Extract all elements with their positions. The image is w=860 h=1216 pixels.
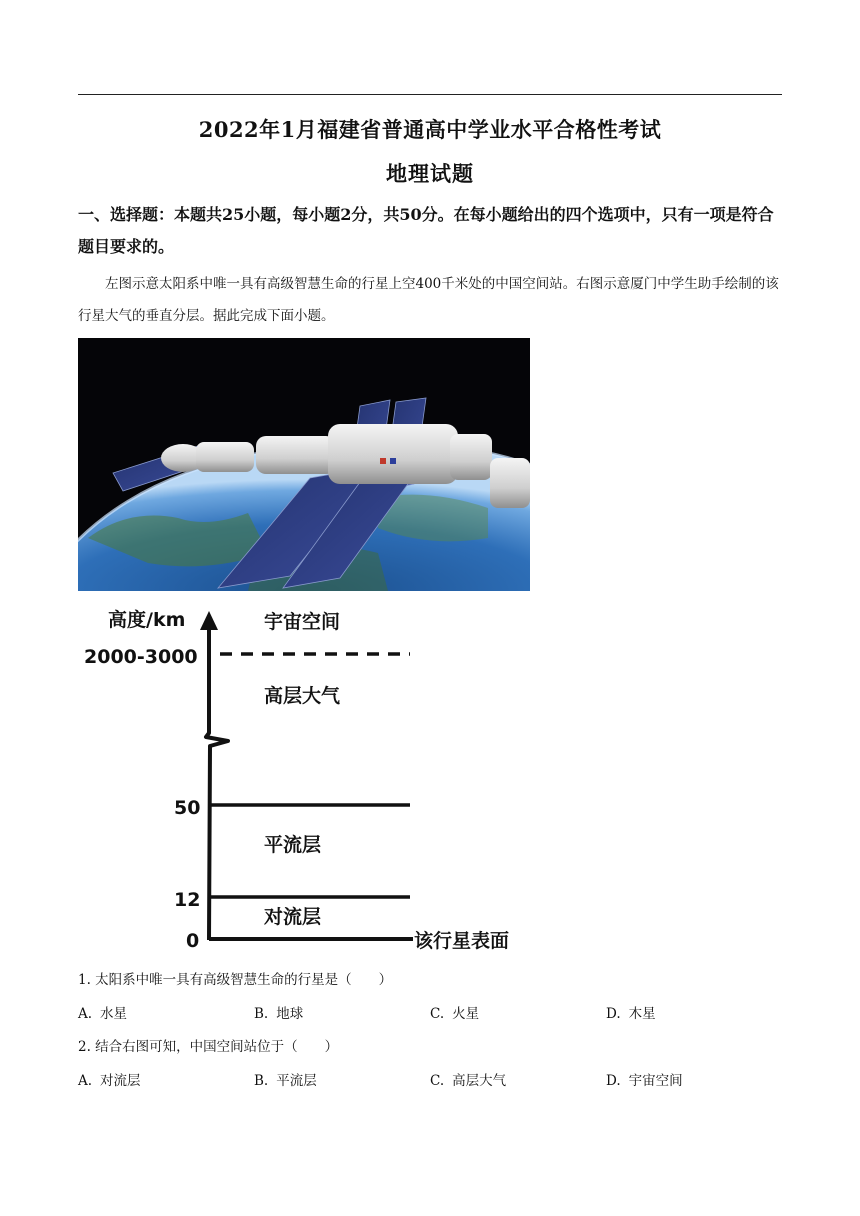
layer-label: 对流层 [264, 906, 322, 928]
page-title: 2022年1月福建省普通高中学业水平合格性考试 [198, 117, 662, 142]
option-text: 宇宙空间 [628, 1073, 683, 1089]
page-subtitle: 地理试题 [386, 161, 474, 186]
tick-label: 50 [174, 797, 201, 819]
surface-label: 该行星表面 [414, 930, 510, 952]
question-1-option-d[interactable] [606, 1002, 656, 1022]
option-text: 地球 [276, 1006, 304, 1022]
question-2-option-b[interactable] [254, 1069, 317, 1089]
question-1-option-c[interactable] [430, 1002, 479, 1022]
option-key: C. [430, 1006, 445, 1022]
option-text: 木星 [628, 1006, 656, 1022]
option-text: 平流层 [276, 1073, 317, 1089]
axis-title: 高度/km [108, 609, 186, 631]
question-1-option-a[interactable] [78, 1002, 127, 1022]
question-2-stem: 2. 结合右图可知，中国空间站位于（ ） [78, 1039, 339, 1055]
option-text: 火星 [452, 1006, 480, 1022]
question-1-stem: 1. 太阳系中唯一具有高级智慧生命的行星是（ ） [78, 972, 393, 988]
question-2-option-a[interactable] [78, 1069, 141, 1089]
section-heading: 一、选择题：本题共25小题，每小题2分，共50分。在每小题给出的四个选项中，只有一项是符合题目要求的。 [78, 205, 774, 256]
tick-label: 0 [186, 930, 200, 952]
option-key: A. [78, 1006, 93, 1022]
option-text: 对流层 [100, 1073, 141, 1089]
option-key: D. [606, 1006, 621, 1022]
question-intro: 左图示意太阳系中唯一具有高级智慧生命的行星上空400千米处的中国空间站。右图示意厦门中学生助手绘制的该行星大气的垂直分层。据此完成下面小题。 [78, 276, 779, 324]
layer-label: 平流层 [264, 834, 322, 856]
option-text: 水星 [100, 1006, 128, 1022]
option-key: A. [78, 1073, 93, 1089]
option-key: B. [254, 1006, 269, 1022]
tick-label: 12 [174, 889, 201, 911]
atmosphere-layer-diagram [78, 600, 538, 956]
question-2-option-c[interactable] [430, 1069, 506, 1089]
option-key: C. [430, 1073, 445, 1089]
layer-label: 宇宙空间 [264, 611, 341, 633]
question-1-option-b[interactable] [254, 1002, 303, 1022]
header-rule [78, 94, 782, 95]
axis-arrow-icon [200, 611, 218, 630]
option-key: B. [254, 1073, 269, 1089]
question-2-option-d[interactable] [606, 1069, 683, 1089]
option-key: D. [606, 1073, 621, 1089]
tick-label: 2000-3000 [84, 646, 198, 668]
space-station-photo [78, 338, 530, 591]
option-text: 高层大气 [452, 1073, 507, 1089]
layer-label: 高层大气 [264, 685, 341, 707]
